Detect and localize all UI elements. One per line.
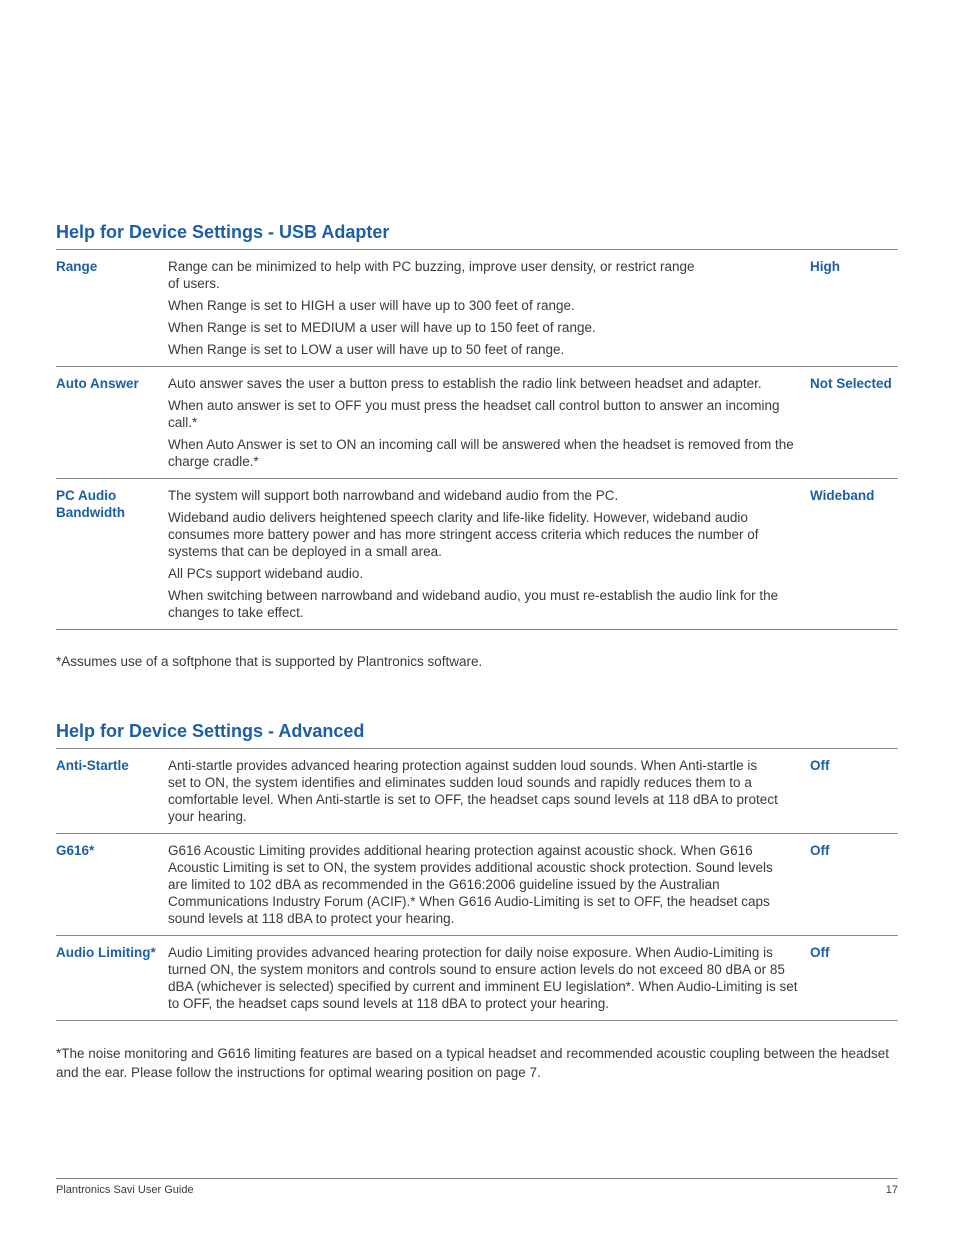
setting-label: PC Audio Bandwidth xyxy=(56,488,125,520)
description-paragraph: When Range is set to LOW a user will have up to 50 feet of range. xyxy=(168,342,565,357)
table-row xyxy=(56,479,898,630)
advanced-section-title: Help for Device Settings - Advanced xyxy=(56,721,365,741)
setting-label: Range xyxy=(56,259,98,274)
setting-value: Wideband xyxy=(810,488,875,503)
setting-label: Anti-Startle xyxy=(56,758,129,773)
setting-description xyxy=(168,487,810,621)
setting-label: Auto Answer xyxy=(56,376,139,391)
description-paragraph: Range can be minimized to help with PC buzzing, improve user density, or restrict range of users. xyxy=(168,259,695,291)
usb-section-title: Help for Device Settings - USB Adapter xyxy=(56,222,390,242)
table-row xyxy=(56,749,898,834)
setting-description xyxy=(168,375,810,470)
setting-value: Off xyxy=(810,758,830,773)
description-paragraph: When Range is set to MEDIUM a user will have up to 150 feet of range. xyxy=(168,320,596,335)
setting-description xyxy=(168,842,810,927)
description-paragraph: When Range is set to HIGH a user will have up to 300 feet of range. xyxy=(168,298,575,313)
table-row xyxy=(56,834,898,936)
table-row xyxy=(56,936,898,1021)
advanced-footnote: *The noise monitoring and G616 limiting features are based on a typical headset and recommended acoustic coupling between the headset and the ear. Please follow the instructions for optimal wearing position on page 7. xyxy=(56,1046,890,1080)
setting-description xyxy=(168,757,810,825)
setting-value: Off xyxy=(810,945,830,960)
usb-footnote: *Assumes use of a softphone that is supported by Plantronics software. xyxy=(56,654,483,669)
description-paragraph: Wideband audio delivers heightened speech clarity and life-like fidelity. However, wideband audio consumes more battery power and has more stringent access criteria which reduces the number of systems that can be deployed in a small area. xyxy=(168,510,759,559)
advanced-settings-table xyxy=(56,748,898,1021)
page-number: 17 xyxy=(885,1184,898,1196)
setting-value: Not Selected xyxy=(810,376,892,391)
description-paragraph: Audio Limiting provides advanced hearing protection for daily noise exposure. When Audio-Limiting is turned ON, the system monitors and controls sound to ensure action levels do not exceed 80 dBA or 85 dBA (whichever is selected) specified by current and imminent EU legislation*. When Audio-Limiting is set to OFF, the headset caps sound levels at 118 dBA to protect your hearing. xyxy=(168,945,798,1011)
usb-settings-table xyxy=(56,249,898,630)
description-paragraph: When Auto Answer is set to ON an incoming call will be answered when the headset is removed from the charge cradle.* xyxy=(168,437,794,469)
setting-label: G616* xyxy=(56,843,95,858)
description-paragraph: Anti-startle provides advanced hearing protection against sudden loud sounds. When Anti-startle is set to ON, the system identifies and eliminates sudden loud sounds and rapidly reduces them to a comfortable level. When Anti-startle is set to OFF, the headset caps sound levels at 118 dBA to protect your hearing. xyxy=(168,758,778,824)
setting-label: Audio Limiting* xyxy=(56,945,156,960)
setting-description xyxy=(168,944,810,1012)
footer-divider xyxy=(56,1178,898,1179)
description-paragraph: When auto answer is set to OFF you must press the headset call control button to answer an incoming call.* xyxy=(168,398,780,430)
setting-value: High xyxy=(810,259,840,274)
setting-description xyxy=(168,258,810,358)
description-paragraph: G616 Acoustic Limiting provides additional hearing protection against acoustic shock. When G616 Acoustic Limiting is set to ON, the system provides additional acoustic shock protection. Sound levels are limited to 102 dBA as recommended in the G616:2006 guideline issued by the Australian Communications Industry Forum (ACIF).* When G616 Audio-Limiting is set to OFF, the headset caps sound levels at 118 dBA to protect your hearing. xyxy=(168,843,773,926)
table-row xyxy=(56,250,898,367)
setting-value: Off xyxy=(810,843,830,858)
description-paragraph: All PCs support wideband audio. xyxy=(168,566,364,581)
description-paragraph: Auto answer saves the user a button press to establish the radio link between headset and adapter. xyxy=(168,376,762,391)
table-row xyxy=(56,367,898,479)
description-paragraph: The system will support both narrowband and wideband audio from the PC. xyxy=(168,488,619,503)
description-paragraph: When switching between narrowband and wideband audio, you must re-establish the audio link for the changes to take effect. xyxy=(168,588,779,620)
footer-guide-title: Plantronics Savi User Guide xyxy=(56,1184,194,1196)
